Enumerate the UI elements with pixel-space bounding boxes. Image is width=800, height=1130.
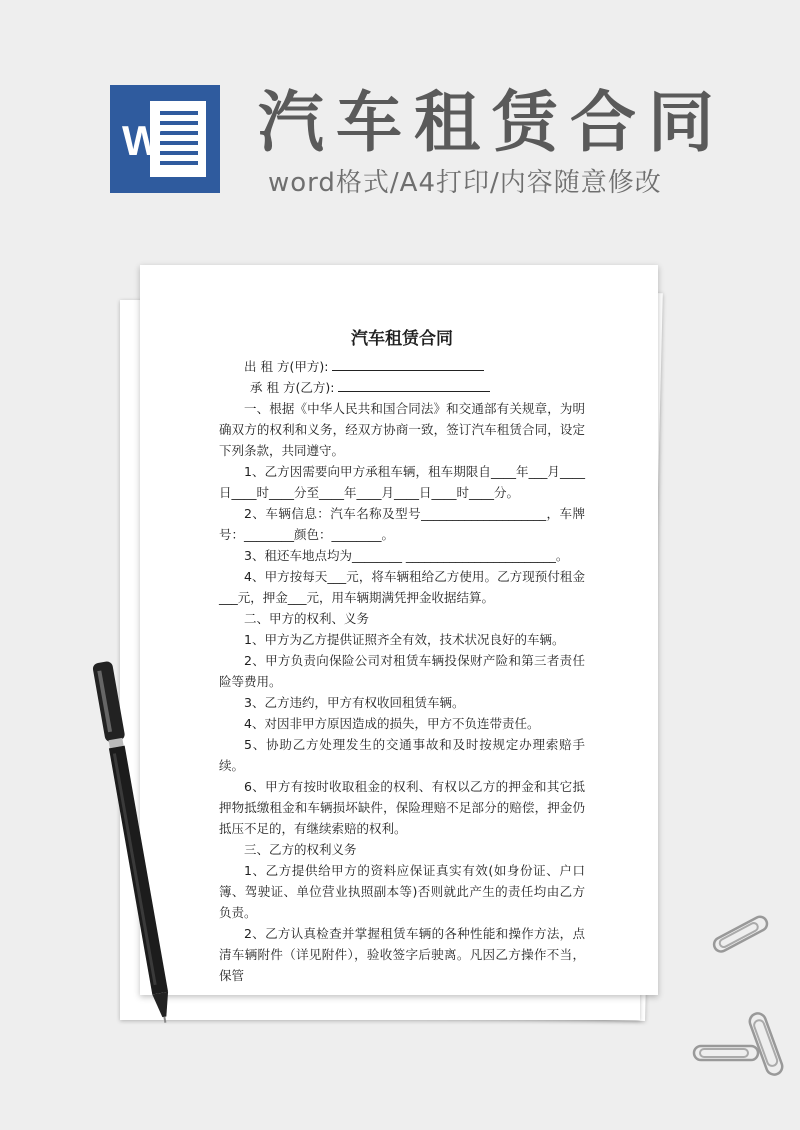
contract-paragraph: 一、根据《中华人民共和国合同法》和交通部有关规章，为明确双方的权利和义务，经双方协商一致，签订汽车租赁合同，设定下列条款，共同遵守。 [219, 401, 585, 458]
contract-paragraph: 4、甲方按每天___元，将车辆租给乙方使用。乙方现预付租金___元，押金___元，用车辆期满凭押金收据结算。 [219, 569, 585, 605]
contract-paragraph: 6、甲方有按时收取租金的权利、有权以乙方的押金和其它抵押物抵缴租金和车辆损坏缺件，保险理赔不足部分的赔偿，押金仍抵压不足的，有继续索赔的权利。 [219, 779, 585, 836]
party-b-line [219, 377, 585, 398]
contract-paragraph: 2、车辆信息：汽车名称及型号____________________，车牌号：________颜色：________。 [219, 506, 585, 542]
party-a-blank [332, 357, 484, 371]
party-b-label: 承 租 方(乙方): [250, 380, 335, 395]
page-subtitle: word格式/A4打印/内容随意修改 [268, 168, 662, 198]
party-a-label: 出 租 方(甲方): [244, 359, 329, 374]
contract-paragraph: 二、甲方的权利、义务 [244, 611, 370, 626]
party-a-line [219, 356, 585, 377]
contract-paragraph: 1、乙方因需要向甲方承租车辆，租车期限自____年___月____日____时____分至____年____月____日____时____分。 [219, 464, 585, 500]
contract-paragraph: 1、甲方为乙方提供证照齐全有效，技术状况良好的车辆。 [244, 632, 565, 647]
contract-paragraph: 3、乙方违约，甲方有权收回租赁车辆。 [244, 695, 465, 710]
contract-paragraph: 3、租还车地点均为________ ________________________。 [244, 548, 569, 563]
contract-paragraph: 4、对因非甲方原因造成的损失，甲方不负连带责任。 [244, 716, 540, 731]
party-b-blank [338, 378, 490, 392]
contract-paragraph: 2、乙方认真检查并掌握租赁车辆的各种性能和操作方法，点清车辆附件（详见附件），验收签字后驶离。凡因乙方操作不当，保管 [219, 926, 585, 983]
contract-paragraph: 三、乙方的权利义务 [244, 842, 357, 857]
word-icon-letter: W [122, 117, 162, 164]
page-title: 汽车租赁合同 [258, 84, 726, 161]
word-icon [110, 85, 220, 193]
document-page [140, 265, 658, 995]
document-title: 汽车租赁合同 [351, 329, 453, 349]
document-body [219, 325, 585, 986]
paperclip-icon [706, 905, 776, 965]
contract-paragraphs [219, 398, 585, 986]
word-icon-line [160, 111, 198, 115]
paperclip-icon [690, 1038, 762, 1068]
contract-paragraph: 5、协助乙方处理发生的交通事故和及时按规定办理索赔手续。 [219, 737, 585, 773]
contract-paragraph: 2、甲方负责向保险公司对租赁车辆投保财产险和第三者责任险等费用。 [219, 653, 585, 689]
contract-paragraph: 1、乙方提供给甲方的资料应保证真实有效(如身份证、户口簿、驾驶证、单位营业执照副本等)否则就此产生的责任均由乙方负责。 [219, 863, 585, 920]
